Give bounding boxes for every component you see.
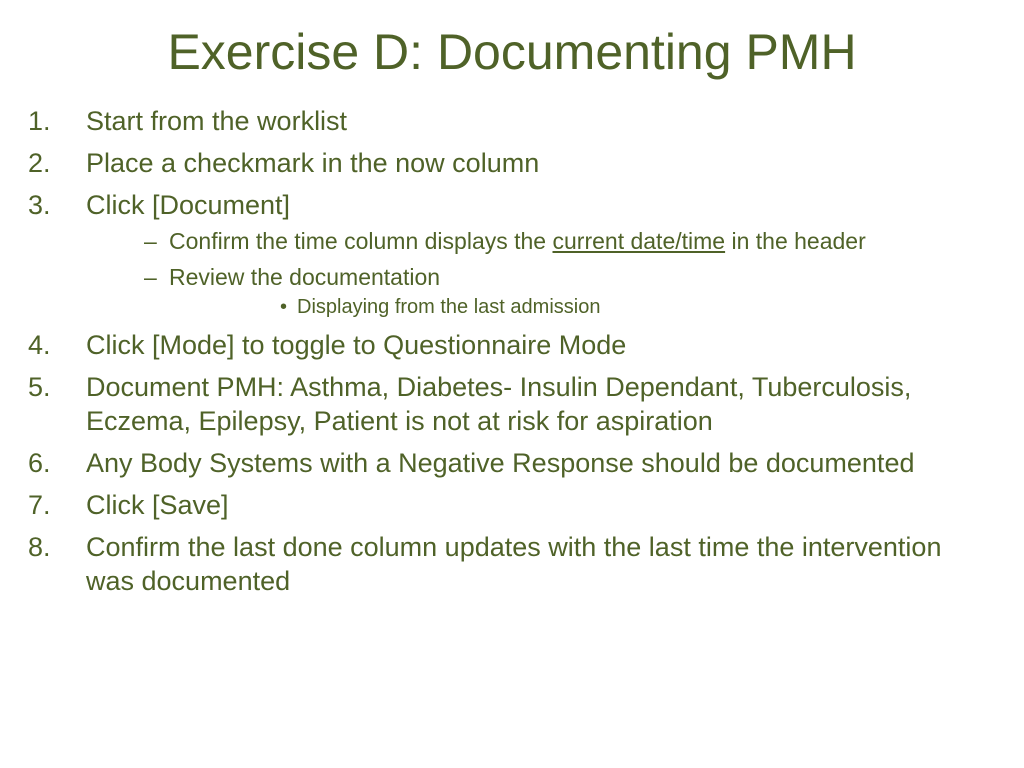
- sub-item-review: [86, 262, 988, 320]
- confirm-text-underlined: current date/time: [552, 228, 726, 254]
- review-sub-list: [169, 294, 988, 320]
- step-item: [28, 328, 988, 362]
- confirm-text-before: Confirm the time column displays the: [169, 228, 553, 254]
- step-number: 8.: [28, 532, 51, 562]
- step-number: 6.: [28, 448, 51, 478]
- step-text: Confirm the last done column updates with the last time the intervention was documented: [86, 532, 942, 596]
- sub-item-confirm-time: [86, 226, 988, 256]
- step-number: 3.: [28, 190, 51, 220]
- step-text: Place a checkmark in the now column: [86, 148, 540, 178]
- step-text: Click [Mode] to toggle to Questionnaire Mode: [86, 330, 627, 360]
- step-item: [28, 188, 988, 320]
- step-item: [28, 370, 988, 438]
- step-item: [28, 488, 988, 522]
- step-number: 2.: [28, 148, 51, 178]
- dash-marker: –: [144, 228, 157, 254]
- review-text: Review the documentation: [169, 264, 441, 290]
- step-text: Click [Document]: [86, 190, 291, 220]
- slide-title: Exercise D: Documenting PMH: [167, 24, 857, 80]
- step-text: Start from the worklist: [86, 106, 348, 136]
- step-text: Any Body Systems with a Negative Response should be documented: [86, 448, 915, 478]
- bullet-marker: •: [280, 296, 288, 318]
- step-text: Click [Save]: [86, 490, 229, 520]
- step-item: [28, 446, 988, 480]
- step-number: 5.: [28, 372, 51, 402]
- confirm-text-after: in the header: [725, 228, 866, 254]
- steps-list: [28, 104, 988, 606]
- sub-sub-item-last-admission: [169, 294, 988, 320]
- step-item: [28, 530, 988, 598]
- step-number: 7.: [28, 490, 51, 520]
- step3-sub-list: [86, 226, 988, 320]
- step-number: 4.: [28, 330, 51, 360]
- step-item: [28, 146, 988, 180]
- dash-marker: –: [144, 264, 157, 290]
- step-item: [28, 104, 988, 138]
- review-detail-text: Displaying from the last admission: [297, 296, 601, 318]
- step-text: Document PMH: Asthma, Diabetes- Insulin Dependant, Tuberculosis, Eczema, Epilepsy, Patient is not at risk for aspiration: [86, 372, 912, 436]
- step-number: 1.: [28, 106, 51, 136]
